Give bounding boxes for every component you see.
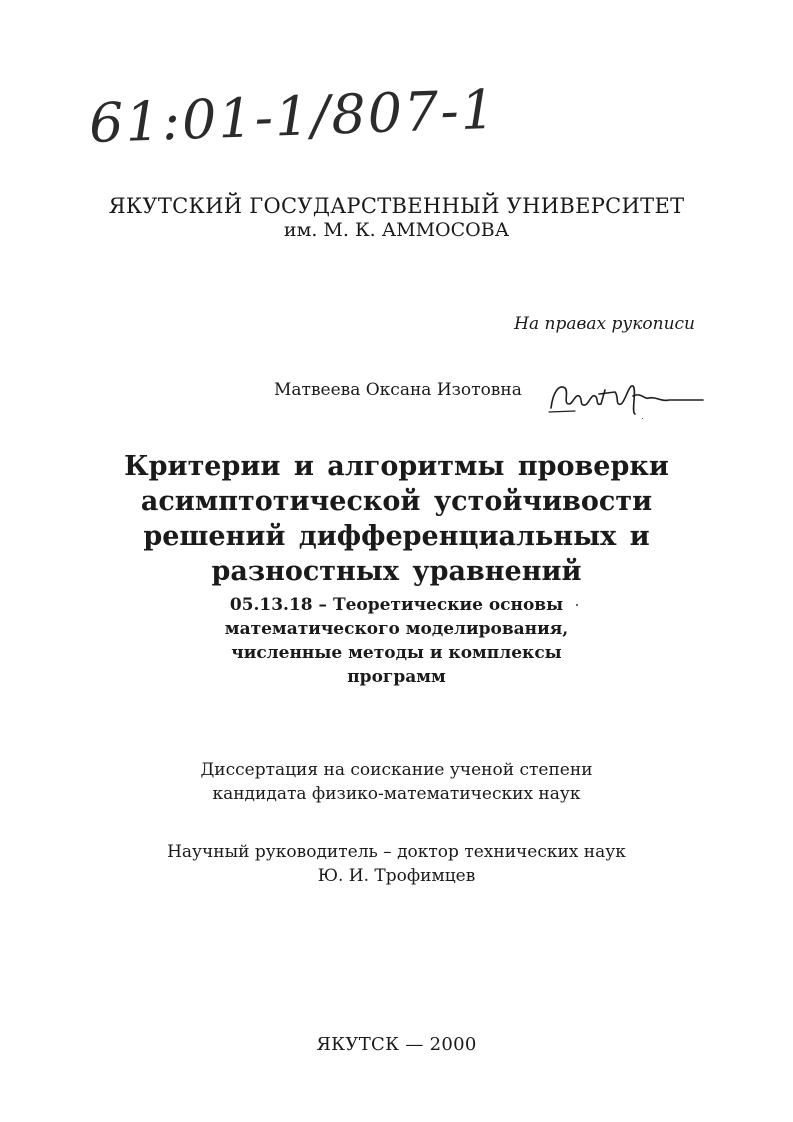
manuscript-rights-note: На правах рукописи [514, 314, 695, 334]
title-line: разностных уравнений [211, 556, 582, 587]
degree-line: Диссертация на соискание ученой степени [200, 760, 593, 780]
specialty-line: 05.13.18 – Теоретические основы [229, 595, 564, 615]
scientific-advisor [0, 840, 793, 888]
degree-line: кандидата физико-математических наук [212, 784, 581, 804]
specialty-code-block [0, 593, 793, 689]
dissertation-title [0, 449, 793, 589]
university-name: ЯКУТСКИЙ ГОСУДАРСТВЕННЫЙ УНИВЕРСИТЕТ [108, 194, 685, 218]
specialty-line: численные методы и комплексы [231, 643, 562, 663]
title-line: Критерии и алгоритмы проверки [124, 451, 669, 482]
city-and-year: ЯКУТСК — 2000 [316, 1034, 477, 1055]
degree-statement [0, 758, 793, 806]
specialty-line: программ [347, 667, 446, 687]
title-line: асимптотической устойчивости [140, 486, 653, 517]
specialty-line: математического моделирования, [224, 619, 569, 639]
author-signature [545, 378, 705, 418]
advisor-line: Ю. И. Трофимцев [317, 866, 476, 886]
handwritten-archive-code: 61:01-1/807-1 [88, 77, 499, 155]
scan-speck [576, 604, 578, 606]
scan-speck [642, 418, 643, 419]
author-name: Матвеева Оксана Изотовна [274, 380, 522, 400]
advisor-line: Научный руководитель – доктор технических наук [167, 842, 626, 862]
university-named-after: им. М. К. АММОСОВА [283, 219, 510, 241]
title-line: решений дифференциальных и [143, 521, 650, 552]
